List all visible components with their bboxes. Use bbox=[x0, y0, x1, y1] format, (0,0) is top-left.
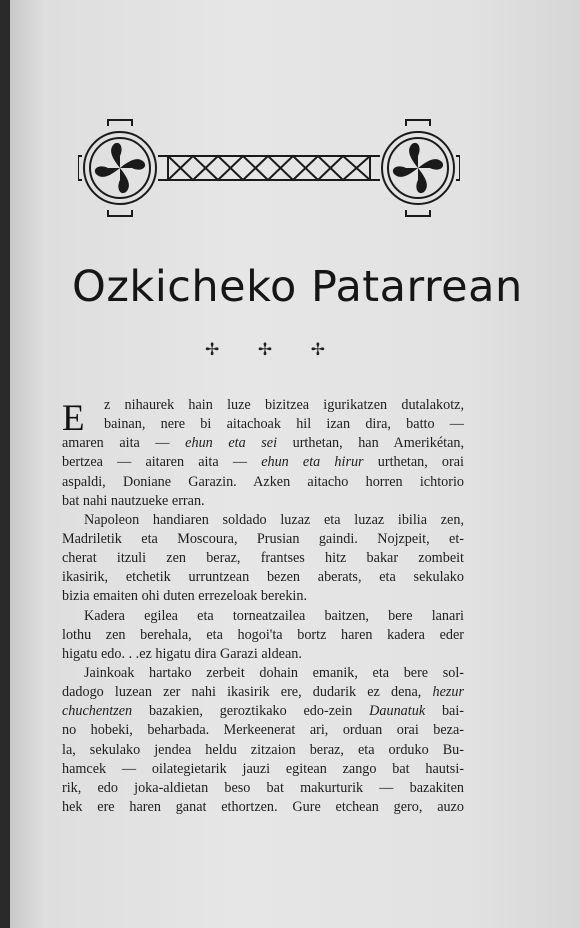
text-line: z nihaurek hain luze bizitzea igurikatzen dutalakotz, bbox=[104, 397, 464, 413]
page-title: Ozkicheko Patarrean bbox=[72, 262, 523, 312]
italic-word: Daunatuk bbox=[369, 703, 426, 720]
separator-star-3: ✢ bbox=[310, 340, 325, 360]
book-page bbox=[10, 0, 580, 928]
text-line: bizia emaiten ohi duten errezeloak berekin. bbox=[62, 588, 308, 605]
italic-word: ehun eta hirur bbox=[261, 454, 364, 471]
basque-lauburu-ornament bbox=[78, 112, 460, 222]
text-line: ikasirik, etchetik urruntzean bezen aberats, eta sekulako bbox=[62, 569, 464, 586]
drop-cap: E bbox=[62, 398, 85, 439]
text-line: aspaldi, Doniane Garazin. Azken aitacho horren ichtorio bbox=[62, 473, 464, 490]
text-line: hamcek — oilategietarik jauzi egitean zango bat hautsi- bbox=[62, 760, 464, 777]
text-line: dadogo luzean zer nahi ikasirik ere, dudarik ez dena, hezur bbox=[62, 684, 464, 701]
body-text bbox=[62, 396, 464, 817]
text-line: no hobeki, beharbada. Merkeenerat ari, orduan orai beza- bbox=[62, 722, 464, 739]
text-line: hek ere haren ganat ethortzen. Gure etchean gero, auzo bbox=[62, 798, 464, 815]
text-line: Kadera egilea eta torneatzailea baitzen, bere lanari bbox=[84, 607, 464, 624]
text-line: higatu edo. . .ez higatu dira Garazi aldean. bbox=[62, 645, 302, 662]
text-line: amaren aita — ehun eta sei urthetan, han Amerikétan, bbox=[62, 435, 464, 452]
text-line: Napoleon handiaren soldado luzaz eta luzaz ibilia zen, bbox=[84, 511, 464, 528]
text-line: la, sekulako jendea heldu zitzaion beraz, eta orduko Bu- bbox=[62, 741, 464, 758]
italic-word: chuchentzen bbox=[62, 703, 133, 720]
text-line: Jainkoak hartako zerbeit dohain emanik, eta bere sol- bbox=[84, 664, 464, 681]
text-line: bat nahi nautzueke erran. bbox=[62, 492, 205, 509]
text-line: chuchentzen bazakien, geroztikako edo-zein Daunatuk bai- bbox=[62, 703, 464, 720]
italic-word: ehun eta sei bbox=[185, 435, 278, 452]
text-line: cherat itzuli zen beraz, frantses hitz bakar zombeit bbox=[62, 550, 464, 567]
italic-word: hezur bbox=[432, 684, 464, 701]
separator-star-1: ✢ bbox=[205, 340, 220, 360]
section-separator bbox=[205, 340, 325, 360]
text-line: bertzea — aitaren aita — ehun eta hirur urthetan, orai bbox=[62, 454, 464, 471]
text-line: Madriletik eta Moscoura, Prusian gaindi. Nojzpeit, et- bbox=[62, 530, 464, 547]
separator-star-2: ✢ bbox=[257, 340, 273, 360]
text-line: lothu zen berehala, eta hogoi'ta bortz haren kadera eder bbox=[62, 626, 464, 643]
text-line: bainan, nere bi aitachoak hil izan dira, batto — bbox=[104, 416, 464, 433]
text-line: rik, edo joka-aldietan beso bat makurturik — bazakiten bbox=[62, 779, 464, 796]
